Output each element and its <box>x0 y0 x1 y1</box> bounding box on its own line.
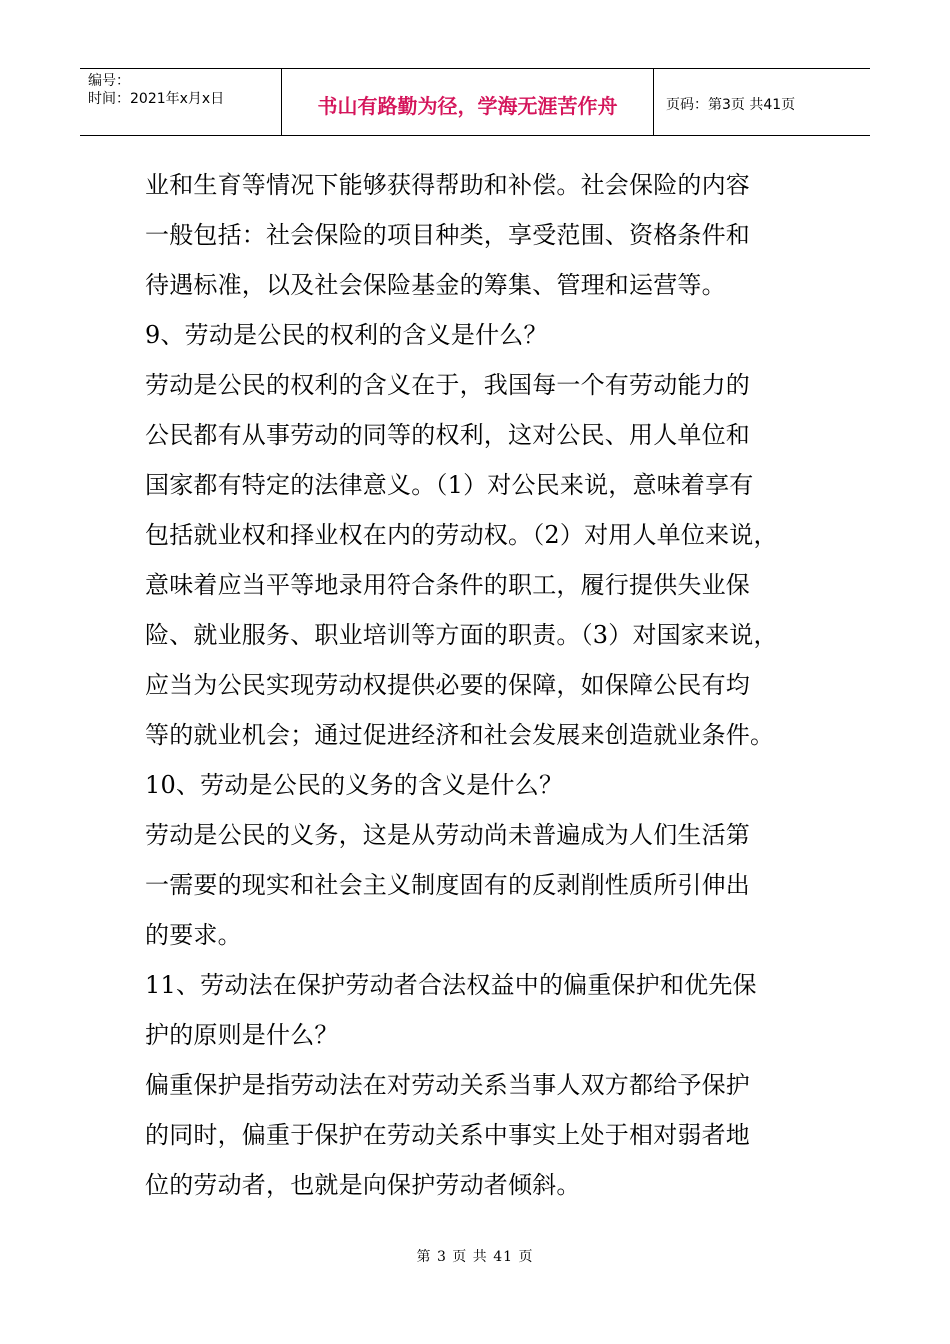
page-header <box>80 68 870 136</box>
body-line: 偏重保护是指劳动法在对劳动关系当事人双方都给予保护 <box>145 1071 750 1099</box>
body-line: 劳动是公民的义务，这是从劳动尚未普遍成为人们生活第 <box>145 821 750 849</box>
question-heading: 9、劳动是公民的权利的含义是什么？ <box>145 321 548 349</box>
date-label: 时间：2021年x月x日 <box>88 91 225 107</box>
body-line: 的要求。 <box>145 921 242 949</box>
body-line: 一般包括：社会保险的项目种类，享受范围、资格条件和 <box>145 221 750 249</box>
body-line: 包括就业权和择业权在内的劳动权。（2）对用人单位来说， <box>145 521 778 549</box>
body-line: 待遇标准，以及社会保险基金的筹集、管理和运营等。 <box>145 271 726 299</box>
body-line: 险、就业服务、职业培训等方面的职责。（3）对国家来说， <box>145 621 778 649</box>
question-heading: 11、劳动法在保护劳动者合法权益中的偏重保护和优先保 <box>145 971 757 999</box>
body-line: 公民都有从事劳动的同等的权利，这对公民、用人单位和 <box>145 421 750 449</box>
body-line: 业和生育等情况下能够获得帮助和补偿。社会保险的内容 <box>145 171 750 199</box>
question-heading: 护的原则是什么？ <box>145 1021 339 1049</box>
body-line: 的同时，偏重于保护在劳动关系中事实上处于相对弱者地 <box>145 1121 750 1149</box>
body-line: 国家都有特定的法律意义。（1）对公民来说，意味着享有 <box>145 471 754 499</box>
page-footer: 第 3 页 共 41 页 <box>416 1249 534 1265</box>
body-line: 等的就业机会；通过促进经济和社会发展来创造就业条件。 <box>145 721 775 749</box>
body-line: 劳动是公民的权利的含义在于，我国每一个有劳动能力的 <box>145 371 750 399</box>
serial-number-label: 编号： <box>88 73 130 89</box>
body-line: 一需要的现实和社会主义制度固有的反剥削性质所引伸出 <box>145 871 750 899</box>
body-line: 意味着应当平等地录用符合条件的职工，履行提供失业保 <box>145 571 750 599</box>
body-line: 位的劳动者，也就是向保护劳动者倾斜。 <box>145 1171 581 1199</box>
header-page-info: 页码：第3页 共41页 <box>666 97 796 113</box>
header-meta <box>80 69 282 135</box>
body-line: 应当为公民实现劳动权提供必要的保障，如保障公民有均 <box>145 671 750 699</box>
document-body <box>145 160 815 1210</box>
question-heading: 10、劳动是公民的义务的含义是什么？ <box>145 771 564 799</box>
header-motto: 书山有路勤为径，学海无涯苦作舟 <box>282 69 654 135</box>
